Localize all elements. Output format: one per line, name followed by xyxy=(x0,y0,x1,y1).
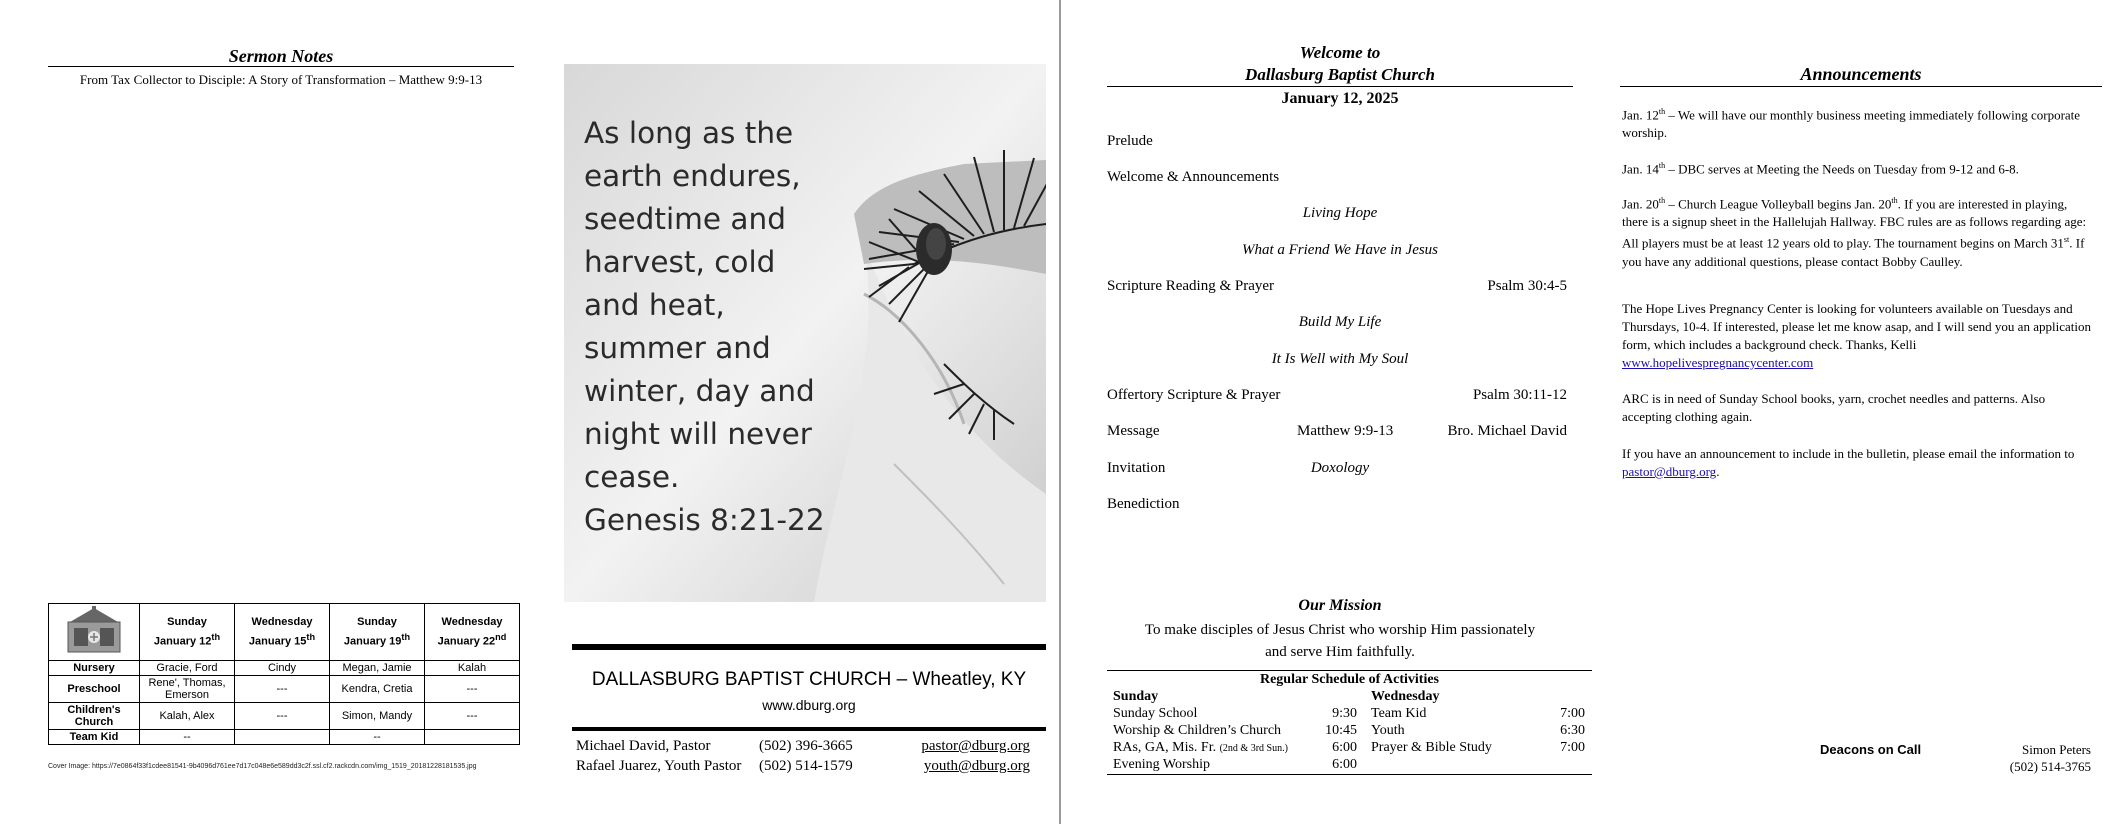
schedule-item-time: 7:00 xyxy=(1560,740,1585,755)
header-date-suffix: nd xyxy=(495,631,507,642)
ann-text: – Church League Volleyball begins Jan. 20 xyxy=(1665,196,1892,212)
ann-text: The Hope Lives Pregnancy Center is looking for volunteers available on Tuesdays and Thursdays, 10-4. If interested, please let me know asap, and I will send you an application form, which includes a background check. Thanks, Kelli xyxy=(1622,301,2091,352)
ann-date-suffix: st xyxy=(2063,235,2070,245)
header-date-suffix: th xyxy=(401,631,411,642)
schedule-sunday-header: Sunday xyxy=(1113,689,1159,704)
worship-item-message: Message xyxy=(1107,423,1160,439)
schedule-item-name: Youth xyxy=(1371,723,1405,738)
table-row xyxy=(49,661,520,676)
schedule-item-name: Worship & Children’s Church xyxy=(1113,723,1282,738)
staff-email-link[interactable]: youth@dburg.org xyxy=(923,758,1030,774)
table-header-row xyxy=(49,604,520,661)
row-label: Children's Church xyxy=(49,703,140,730)
staff-email-link[interactable]: pastor@dburg.org xyxy=(921,738,1030,754)
worship-song: Build My Life xyxy=(1298,314,1382,330)
nursery-col-header xyxy=(140,604,235,661)
table-cell: Kalah, Alex xyxy=(140,703,235,730)
sermon-notes-title: Sermon Notes xyxy=(228,46,334,66)
schedule-item-name: Team Kid xyxy=(1371,706,1427,721)
table-cell: Kendra, Cretia xyxy=(330,676,425,703)
masthead-rule-top xyxy=(572,644,1046,650)
nursery-col-header xyxy=(330,604,425,661)
sermon-notes-text: From Tax Collector to Disciple: A Story of Transformation – Matthew 9:9-13 xyxy=(79,72,483,87)
nursery-schedule-table xyxy=(48,603,520,745)
message-speaker: Bro. Michael David xyxy=(1447,423,1567,439)
verse-line: As long as the xyxy=(584,116,794,150)
worship-song: It Is Well with My Soul xyxy=(1271,351,1409,367)
row-label: Preschool xyxy=(49,676,140,703)
page-divider xyxy=(1059,0,1061,824)
ann-date: Jan. 12 xyxy=(1622,107,1659,123)
header-day: Sunday xyxy=(357,615,397,628)
header-day: Wednesday xyxy=(251,615,313,628)
worship-item-welcome: Welcome & Announcements xyxy=(1107,169,1280,185)
ann-date-suffix: th xyxy=(1658,161,1666,170)
verse-reference: Genesis 8:21-22 xyxy=(584,503,825,537)
schedule-item-label: RAs, GA, Mis. Fr. xyxy=(1113,740,1217,755)
table-cell: Rene', Thomas, Emerson xyxy=(140,676,235,703)
schedule-item-time: 6:00 xyxy=(1332,757,1357,772)
service-date: January 12, 2025 xyxy=(1281,90,1399,107)
schedule-item-name: Evening Worship xyxy=(1113,757,1210,772)
announcements-title: Announcements xyxy=(1800,64,1922,84)
table-cell: Megan, Jamie xyxy=(330,661,425,676)
verse-line: summer and xyxy=(584,331,771,365)
announcement-pregnancy-center xyxy=(1622,300,2092,372)
staff-phone: (502) 514-1579 xyxy=(759,758,853,774)
cover-verse xyxy=(584,112,884,542)
cover-image xyxy=(564,64,1046,602)
deacons-on-call-label: Deacons on Call xyxy=(1820,742,1922,757)
announcement-submit-info xyxy=(1622,445,2092,481)
nursery-logo-cell xyxy=(49,604,140,661)
table-cell: Cindy xyxy=(235,661,330,676)
schedule-item-time: 7:00 xyxy=(1560,706,1585,721)
table-cell xyxy=(235,730,330,745)
schedule-item-time: 6:00 xyxy=(1332,740,1357,755)
table-row xyxy=(49,730,520,745)
verse-line: seedtime and xyxy=(584,202,786,236)
mission-title: Our Mission xyxy=(1298,597,1382,614)
pastor-email-link[interactable]: pastor@dburg.org xyxy=(1622,464,1717,479)
worship-song: What a Friend We Have in Jesus xyxy=(1241,242,1439,258)
deacon-name: Simon Peters xyxy=(2022,742,2091,757)
schedule-title: Regular Schedule of Activities xyxy=(1259,672,1439,687)
message-reference: Matthew 9:9-13 xyxy=(1297,423,1394,439)
mission-line: and serve Him faithfully. xyxy=(1265,644,1415,660)
table-cell: --- xyxy=(235,676,330,703)
church-name: DALLASBURG BAPTIST CHURCH – Wheatley, KY xyxy=(591,669,1027,690)
nursery-col-header xyxy=(235,604,330,661)
header-day: Sunday xyxy=(167,615,207,628)
header-date: January 12 xyxy=(153,635,212,648)
header-date-suffix: th xyxy=(306,631,316,642)
schedule-rule-top xyxy=(1107,670,1592,671)
verse-line: harvest, cold xyxy=(584,245,776,279)
announcement-arc xyxy=(1622,390,2092,426)
table-cell: --- xyxy=(425,676,520,703)
worship-item-prelude: Prelude xyxy=(1107,133,1153,149)
row-label: Nursery xyxy=(49,661,140,676)
mission-statement xyxy=(1107,619,1573,663)
staff-phone: (502) 396-3665 xyxy=(759,738,853,754)
worship-song: Living Hope xyxy=(1302,205,1378,221)
schedule-item-time: 10:45 xyxy=(1325,723,1357,738)
header-date: January 19 xyxy=(343,635,402,648)
header-day: Wednesday xyxy=(441,615,503,628)
scripture-reference: Psalm 30:4-5 xyxy=(1487,278,1567,294)
church-title: Dallasburg Baptist Church xyxy=(1245,65,1435,84)
worship-item-offertory: Offertory Scripture & Prayer xyxy=(1107,387,1281,403)
schedule-wednesday-header: Wednesday xyxy=(1371,689,1440,704)
schedule-item-name: Sunday School xyxy=(1113,706,1198,721)
ann-text: – We will have our monthly business meeting immediately following corporate worship. xyxy=(1622,107,2081,141)
header-date-suffix: th xyxy=(211,631,221,642)
ann-date-suffix: th xyxy=(1658,107,1666,116)
table-cell: --- xyxy=(235,703,330,730)
ann-date-suffix: th xyxy=(1658,196,1666,205)
masthead-rule-bottom xyxy=(572,727,1046,731)
nursery-col-header xyxy=(425,604,520,661)
pregnancy-center-link[interactable]: www.hopelivespregnancycenter.com xyxy=(1622,355,1814,370)
ann-date: Jan. 14 xyxy=(1622,161,1659,177)
offertory-reference: Psalm 30:11-12 xyxy=(1472,387,1567,403)
sermon-title-rule xyxy=(48,66,514,67)
ann-text: – DBC serves at Meeting the Needs on Tuesday from 9-12 and 6-8. xyxy=(1665,161,2019,177)
worship-item-scripture: Scripture Reading & Prayer xyxy=(1107,278,1275,294)
ann-date: Jan. 20 xyxy=(1622,196,1659,212)
verse-line: night will never xyxy=(584,417,812,451)
verse-line: earth endures, xyxy=(584,159,801,193)
schedule-item-name xyxy=(1113,740,1288,756)
announcement-meeting-needs xyxy=(1622,157,2092,178)
ann-text: If you have an announcement to include in the bulletin, please email the information to xyxy=(1622,446,2075,461)
schedule-item-time: 6:30 xyxy=(1560,723,1585,738)
worship-item-benediction: Benediction xyxy=(1107,496,1180,512)
schedule-item-name: Prayer & Bible Study xyxy=(1371,740,1492,755)
schedule-rule-bottom xyxy=(1107,774,1592,775)
worship-song: Doxology xyxy=(1310,460,1370,476)
schedule-item-time: 9:30 xyxy=(1332,706,1357,721)
table-row xyxy=(49,703,520,730)
verse-line: cease. xyxy=(584,460,680,494)
table-cell: Simon, Mandy xyxy=(330,703,425,730)
welcome-line: Welcome to xyxy=(1299,43,1381,62)
cover-image-credit: Cover Image: https://7e0864f33f1cdee81541-9b4096d761ee7d17c048e6e589dd3c2f.ssl.cf2.rackcdn.com/img_1519_20181228181535.jpg xyxy=(48,763,477,770)
welcome-rule xyxy=(1107,86,1573,87)
verse-line: winter, day and xyxy=(584,374,815,408)
ann-text: . If you have any additional questions, please contact Bobby Caulley. xyxy=(1622,235,2085,269)
ann-text: . xyxy=(1716,464,1720,479)
ann-text: . If you are interested in playing, there is a signup sheet in the Hallelujah Hallway. FBC rules are as follows regarding age: All players must be at least 12 years old to play. The tournament begins on March 31 xyxy=(1622,196,2087,251)
table-cell: Kalah xyxy=(425,661,520,676)
ann-date-suffix: th xyxy=(1891,196,1898,205)
mission-line: To make disciples of Jesus Christ who worship Him passionately xyxy=(1144,622,1536,638)
deacon-phone: (502) 514-3765 xyxy=(2009,759,2091,774)
announcement-volleyball xyxy=(1622,192,2092,271)
staff-name: Rafael Juarez, Youth Pastor xyxy=(576,758,742,774)
staff-name: Michael David, Pastor xyxy=(576,738,711,754)
table-row xyxy=(49,676,520,703)
table-cell: --- xyxy=(425,703,520,730)
table-cell xyxy=(425,730,520,745)
welcome-heading xyxy=(1107,42,1573,86)
header-date: January 15 xyxy=(248,635,307,648)
announcement-business-meeting xyxy=(1622,103,2092,142)
table-cell: Gracie, Ford xyxy=(140,661,235,676)
ann-text: ARC is in need of Sunday School books, yarn, crochet needles and patterns. Also accepting clothing again. xyxy=(1622,391,2046,424)
church-website[interactable]: www.dburg.org xyxy=(762,697,856,713)
schedule-item-note: (2nd & 3rd Sun.) xyxy=(1219,743,1288,754)
table-cell: -- xyxy=(140,730,235,745)
row-label: Team Kid xyxy=(49,730,140,745)
worship-item-invitation: Invitation xyxy=(1107,460,1166,476)
church-nursery-logo-icon xyxy=(58,606,130,654)
table-cell: -- xyxy=(330,730,425,745)
verse-line: and heat, xyxy=(584,288,725,322)
announcements-rule xyxy=(1620,86,2102,87)
header-date: January 22 xyxy=(437,635,496,648)
